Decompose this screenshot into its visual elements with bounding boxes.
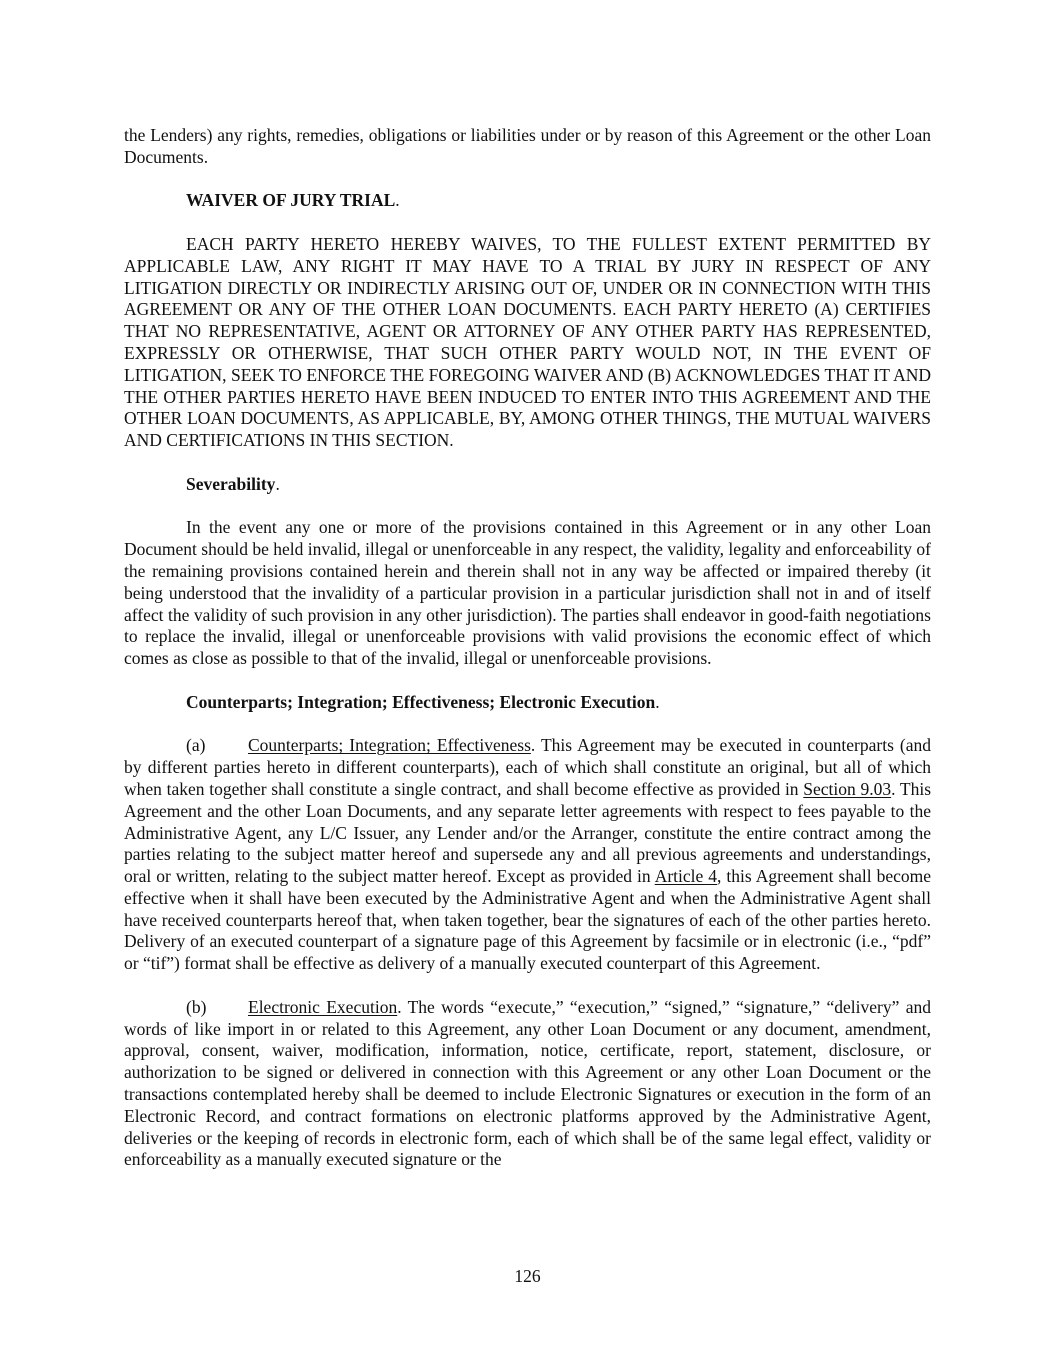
clause-b-text: . The words “execute,” “execution,” “signed,” “signature,” “delivery” and words of like import in or related to this Agreement, any other Loan Document or any document, amendment, approval, consent, waiver, modification, information, notice, certificate, report, statement, disclosure, or authorization to be signed or delivered in connection with this Agreement or any other Loan Document or the transactions contemplated hereby shall be deemed to include Electronic Signatures or execution in the form of an Electronic Record, and contract formations on electronic platforms approved by the Administrative Agent, deliveries or the keeping of records in electronic form, each of which shall be of the same legal effect, validity or enforceability as a manually executed signature or the (124, 996, 931, 1170)
clause-a-title: Counterparts; Integration; Effectiveness (248, 735, 531, 756)
waiver-heading (186, 190, 931, 212)
article-4-reference: Article 4 (654, 866, 718, 887)
severability-heading-text: Severability (186, 473, 276, 494)
waiver-paragraph: EACH PARTY HERETO HEREBY WAIVES, TO THE FULLEST EXTENT PERMITTED BY APPLICABLE LAW, ANY RIGHT IT MAY HAVE TO A TRIAL BY JURY IN RESPECT OF ANY LITIGATION DIRECTLY OR INDIRECTLY ARISING OUT OF, UNDER OR IN CONNECTION WITH THIS AGREEMENT OR ANY OF THE OTHER LOAN DOCUMENTS. EACH PARTY HERETO (A) CERTIFIES THAT NO REPRESENTATIVE, AGENT OR ATTORNEY OF ANY OTHER PARTY HAS REPRESENTED, EXPRESSLY OR OTHERWISE, THAT SUCH OTHER PARTY WOULD NOT, IN THE EVENT OF LITIGATION, SEEK TO ENFORCE THE FOREGOING WAIVER AND (B) ACKNOWLEDGES THAT IT AND THE OTHER PARTIES HERETO HAVE BEEN INDUCED TO ENTER INTO THIS AGREEMENT AND THE OTHER LOAN DOCUMENTS, AS APPLICABLE, BY, AMONG OTHER THINGS, THE MUTUAL WAIVERS AND CERTIFICATIONS IN THIS SECTION. (124, 233, 931, 451)
counterparts-heading (186, 692, 931, 714)
intro-paragraph: the Lenders) any rights, remedies, obligations or liabilities under or by reason of this Agreement or the other Loan Documents. (124, 125, 931, 167)
clause-a-label: (a) (186, 735, 206, 756)
section-9-03-reference: Section 9.03 (803, 778, 892, 799)
document-page (124, 125, 931, 1171)
clause-a-text-2: . This Agreement and the other Loan Documents, and any separate letter agreements with respect to fees payable to the Administrative Agent, any L/C Issuer, any Lender and/or the Arranger, constitute the entire contract among the parties relating to the subject matter hereof and supersede any and all previous agreements and understandings, oral or written, relating to the subject matter hereof. Except as provided in (124, 778, 932, 887)
counterparts-clause-a (124, 735, 931, 975)
clause-a-text-3: , this Agreement shall become effective when it shall have been executed by the Administrative Agent and when the Administrative Agent shall have received counterparts hereof that, when taken together, bear the signatures of each of the other parties hereto. Delivery of an executed counterpart of a signature page of this Agreement by facsimile or in electronic (i.e., “pdf” or “tif”) format shall be effective as delivery of a manually executed counterpart of this Agreement. (124, 866, 931, 974)
clause-b-label: (b) (186, 996, 207, 1017)
counterparts-heading-text: Counterparts; Integration; Effectiveness; Electronic Execution (186, 691, 656, 712)
clause-a-text-1: . This Agreement may be executed in counterparts (and by different parties hereto in different counterparts), each of which shall constitute an original, but all of which when taken together shall constitute a single contract, and shall become effective as provided in (124, 735, 931, 799)
severability-heading (186, 474, 931, 496)
counterparts-heading-period: . (655, 691, 660, 712)
waiver-heading-period: . (395, 190, 400, 211)
severability-paragraph: In the event any one or more of the provisions contained in this Agreement or in any other Loan Document should be held invalid, illegal or unenforceable in any respect, the validity, legality and enforceability of the remaining provisions contained herein and therein shall not in any way be affected or impaired thereby (it being understood that the invalidity of a particular provision in a particular jurisdiction shall not in and of itself affect the validity of such provision in any other jurisdiction). The parties shall endeavor in good-faith negotiations to replace the invalid, illegal or unenforceable provisions with valid provisions the economic effect of which comes as close as possible to that of the invalid, illegal or unenforceable provisions. (124, 517, 931, 669)
counterparts-clause-b (124, 997, 931, 1171)
page-number: 126 (514, 1266, 541, 1286)
severability-heading-period: . (275, 473, 280, 494)
clause-b-title: Electronic Execution (248, 996, 398, 1017)
waiver-heading-text: WAIVER OF JURY TRIAL (186, 190, 396, 211)
